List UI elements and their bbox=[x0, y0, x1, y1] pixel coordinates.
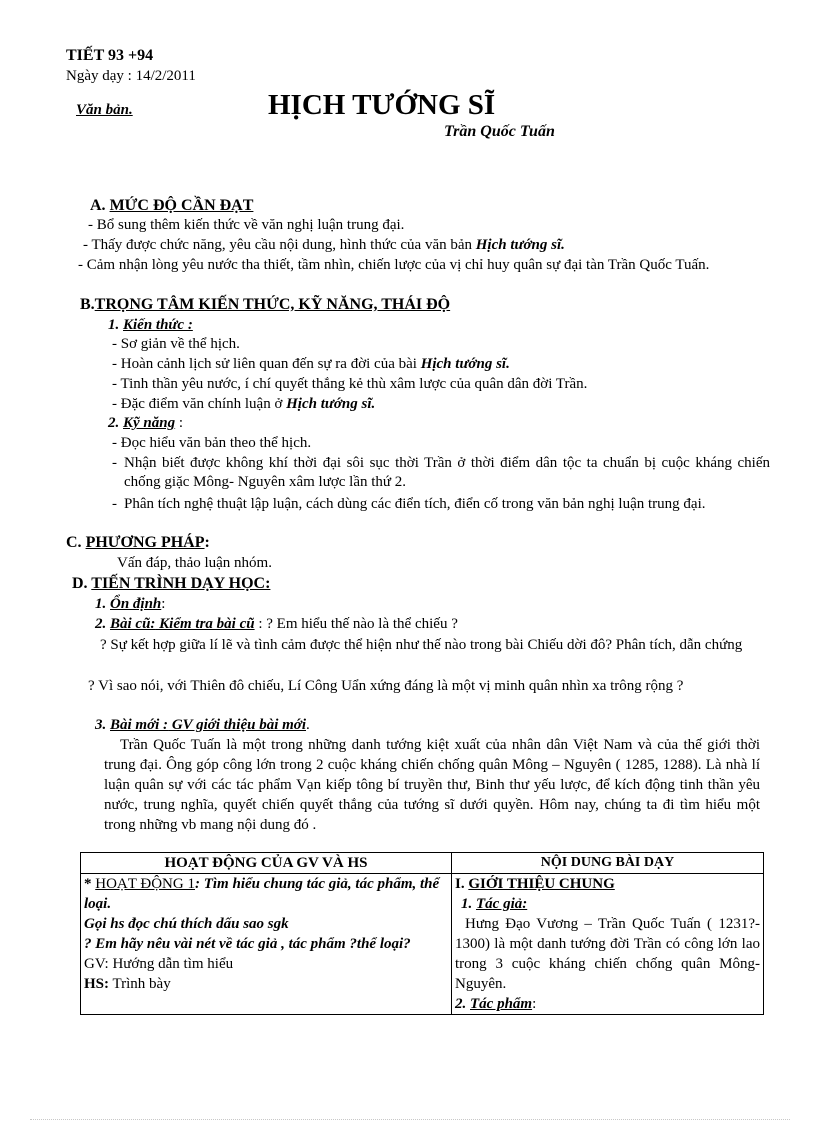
step-3-label: Bài mới : bbox=[110, 717, 169, 733]
knowledge-item-2-emphasis: Hịch tướng sĩ. bbox=[420, 356, 510, 372]
genre-label: Văn bản. bbox=[76, 102, 133, 118]
knowledge-number: 1. bbox=[108, 317, 120, 333]
step-3-after: . bbox=[306, 717, 310, 733]
page-bottom-divider bbox=[30, 1119, 790, 1120]
skills-item-1: - Đọc hiểu văn bản theo thể hịch. bbox=[112, 435, 312, 451]
knowledge-item-1: - Sơ giản về thể hịch. bbox=[112, 336, 240, 352]
page-title: HỊCH TƯỚNG SĨ bbox=[268, 89, 496, 121]
activity-label: HOẠT ĐỘNG 1 bbox=[95, 876, 195, 892]
knowledge-item-2-text: - Hoàn cảnh lịch sử liên quan đến sự ra đời của bài bbox=[112, 356, 417, 372]
section-d-prefix: D. bbox=[72, 575, 88, 592]
section-c-prefix: C. bbox=[66, 534, 82, 551]
step-2-number: 2. bbox=[95, 616, 107, 632]
section-c-title: PHƯƠNG PHÁP bbox=[85, 534, 205, 551]
section-d-title: TIẾN TRÌNH DẠY HỌC: bbox=[91, 575, 271, 592]
content-work-heading bbox=[455, 994, 760, 1014]
skills-label: Kỹ năng bbox=[123, 415, 176, 431]
activity-line bbox=[84, 874, 448, 914]
section-b-prefix: B. bbox=[80, 296, 95, 313]
section-b-heading bbox=[80, 296, 450, 314]
review-question-1: ? Sự kết hợp giữa lí lẽ và tình cảm được thể hiện như thế nào trong bài Chiếu dời đô? Phân tích, dẫn chứng bbox=[100, 637, 743, 653]
activity-call: Gọi hs đọc chú thích dấu sao sgk bbox=[84, 916, 289, 932]
section-c-heading bbox=[66, 534, 210, 552]
hs-label: HS: bbox=[84, 976, 110, 992]
section-a-line-2 bbox=[83, 236, 565, 254]
activity-question: ? Em hãy nêu vài nét về tác giả , tác phẩm ?thể loại? bbox=[84, 936, 411, 952]
step-1-number: 1. bbox=[95, 596, 107, 612]
skills-item-2-dash: - bbox=[112, 455, 117, 471]
knowledge-item-4 bbox=[112, 395, 375, 413]
table-header-content: NỘI DUNG BÀI DẠY bbox=[452, 853, 764, 874]
table-header-activity: HOẠT ĐỘNG CỦA GV VÀ HS bbox=[81, 853, 452, 874]
content-work-label: Tác phẩm bbox=[470, 996, 533, 1012]
step-2-emphasis: Kiểm tra bài cũ bbox=[155, 616, 255, 632]
section-d-heading bbox=[72, 575, 270, 593]
knowledge-item-4-emphasis: Hịch tướng sĩ. bbox=[286, 396, 376, 412]
author-name: Trần Quốc Tuấn bbox=[444, 123, 555, 140]
activity-star: * bbox=[84, 876, 96, 892]
content-section-title: GIỚI THIỆU CHUNG bbox=[468, 876, 615, 892]
lesson-table bbox=[80, 852, 764, 1015]
skills-item-3-dash: - bbox=[112, 496, 117, 512]
lesson-number: TIẾT 93 +94 bbox=[66, 47, 154, 64]
knowledge-item-2 bbox=[112, 355, 510, 373]
review-question-2: ? Vì sao nói, với Thiên đô chiếu, Lí Công Uẩn xứng đáng là một vị minh quân nhìn xa trông rộng ? bbox=[88, 678, 684, 694]
content-section bbox=[455, 874, 760, 894]
step-1-after: : bbox=[161, 596, 166, 612]
content-work-after: : bbox=[532, 996, 537, 1012]
step-2-text: : ? Em hiểu thế nào là thể chiếu ? bbox=[254, 616, 458, 632]
section-a-heading bbox=[90, 197, 253, 215]
section-a-title: MỨC ĐỘ CẦN ĐẠT bbox=[109, 197, 254, 214]
step-3 bbox=[95, 716, 310, 734]
knowledge-label: Kiến thức : bbox=[123, 317, 193, 333]
section-a-line-3: - Cảm nhận lòng yêu nước tha thiết, tầm nhìn, chiến lược của vị chỉ huy quân sự đại tàn Trần Quốc Tuấn. bbox=[78, 257, 710, 273]
content-author-heading bbox=[455, 894, 760, 914]
skills-item-3: Phân tích nghệ thuật lập luận, cách dùng các điển tích, điển cố trong văn bản nghị luận trung đại. bbox=[124, 496, 706, 512]
step-1-label: Ổn định bbox=[110, 596, 162, 612]
skills-number: 2. bbox=[108, 415, 120, 431]
table-header-row bbox=[81, 853, 764, 874]
section-c-after: : bbox=[204, 534, 210, 551]
section-a-line-2-emphasis: Hịch tướng sĩ. bbox=[475, 237, 565, 253]
content-author-number: 1. bbox=[461, 896, 473, 912]
step-2 bbox=[95, 615, 458, 633]
knowledge-heading bbox=[108, 316, 193, 334]
method-line: Vấn đáp, thảo luận nhóm. bbox=[117, 555, 272, 571]
step-1 bbox=[95, 595, 165, 613]
teaching-date: Ngày dạy : 14/2/2011 bbox=[66, 68, 196, 84]
section-b-title: TRỌNG TÂM KIẾN THỨC, KỸ NĂNG, THÁI ĐỘ bbox=[94, 296, 451, 313]
content-cell bbox=[452, 874, 764, 1015]
step-2-label: Bài cũ: bbox=[110, 616, 156, 632]
step-3-emphasis: GV giới thiệu bài mới bbox=[168, 717, 306, 733]
section-a-line-1: - Bổ sung thêm kiến thức về văn nghị luận trung đại. bbox=[88, 217, 405, 233]
content-author-text: Hưng Đạo Vương – Trần Quốc Tuấn ( 1231?- 1300) là một danh tướng đời Trần có công lớn lao trong 3 cuộc kháng chiến chống quân Mông-Nguyên. bbox=[455, 916, 760, 992]
skills-after: : bbox=[175, 415, 184, 431]
section-a-prefix: A. bbox=[90, 197, 106, 214]
hs-text: Trình bày bbox=[109, 976, 171, 992]
activity-description: : Tìm hiểu chung tác giả, tác phẩm, thể loại. bbox=[84, 876, 440, 912]
step-3-number: 3. bbox=[95, 717, 107, 733]
content-work-number: 2. bbox=[455, 996, 467, 1012]
activity-hs bbox=[84, 974, 448, 994]
skills-item-2: Nhận biết được không khí thời đại sôi sục thời Trần ở thời điểm dân tộc ta chuẩn bị cuộc kháng chiến chống giặc Mông- Nguyên xâm lược lần thứ 2. bbox=[124, 455, 770, 490]
table-row bbox=[81, 874, 764, 1015]
content-author-label: Tác giả: bbox=[476, 896, 528, 912]
activity-cell bbox=[81, 874, 452, 1015]
activity-gv: GV: Hướng dẫn tìm hiểu bbox=[84, 956, 234, 972]
content-section-prefix: I. bbox=[455, 876, 465, 892]
skills-heading bbox=[108, 414, 183, 432]
lesson-intro: Trần Quốc Tuấn là một trong những danh tướng kiệt xuất của nhân dân Việt Nam và của thế giới thời trung đại. Ông góp công lớn trong 2 cuộc kháng chiến chống quân Mông – Nguyên ( 1285, 1288). Là nhà lí luận quân sự với các tác phẩm Vạn kiếp tông bí truyền thư, Binh thư yếu lược, để kích động tinh thần yêu nước, trung nghĩa, quyết chiến quyết thắng của tướng sĩ dưới quyền. Hôm nay, chúng ta đi tìm hiểu một trong những vb mang nội dung đó . bbox=[104, 737, 760, 833]
section-a-line-2-text: - Thấy được chức năng, yêu cầu nội dung, hình thức của văn bản bbox=[83, 237, 473, 253]
knowledge-item-3: - Tinh thần yêu nước, í chí quyết thắng kẻ thù xâm lược của quân dân đời Trần. bbox=[112, 376, 588, 392]
knowledge-item-4-text: - Đặc điểm văn chính luận ở bbox=[112, 396, 283, 412]
